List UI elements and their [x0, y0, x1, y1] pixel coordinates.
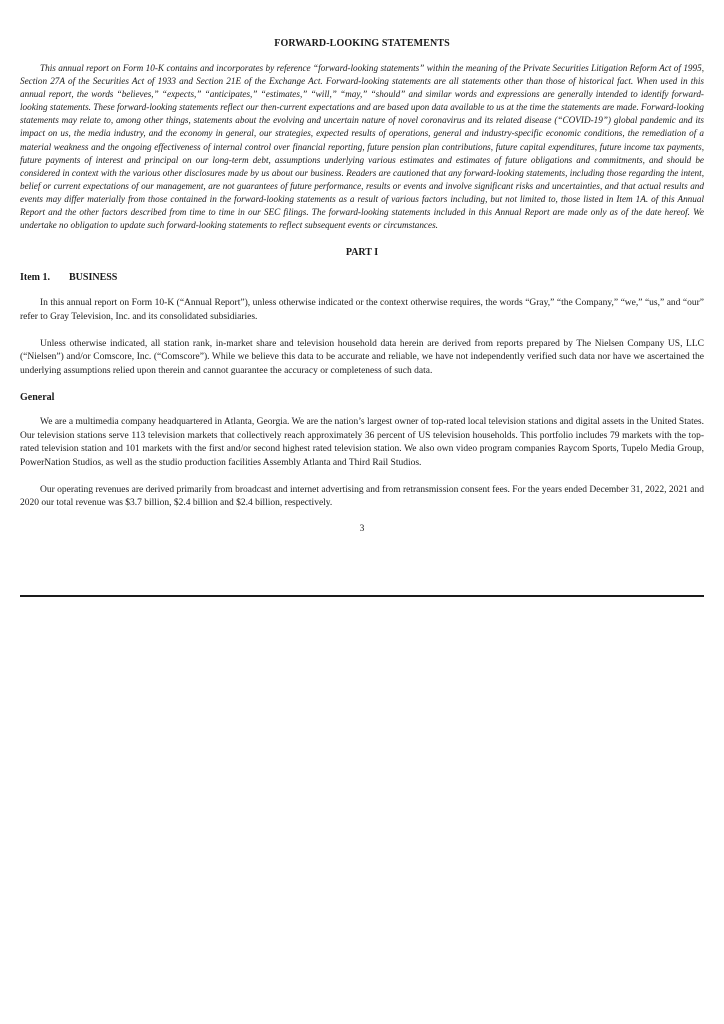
document-page [20, 38, 704, 534]
item-heading [20, 272, 704, 283]
part-heading: PART I [345, 247, 379, 259]
page-divider [20, 595, 704, 597]
page-number: 3 [359, 524, 365, 535]
forward-looking-heading: FORWARD-LOOKING STATEMENTS [274, 38, 450, 49]
item1-paragraph-2: Unless otherwise indicated, all station rank, in-market share and television household data herein are derived from reports prepared by The Nielsen Company US, LLC (“Nielsen”) and/or Comscore, Inc. (“Comscore”). While we believe this data to be accurate and reliable, we have not independently verified such data nor have we ascertained the underlying assumptions relied upon therein and cannot guarantee the accuracy or completeness of such data. [20, 338, 704, 376]
item-title: BUSINESS [69, 272, 118, 284]
forward-looking-paragraph: This annual report on Form 10-K contains and incorporates by reference “forward-looking statements” within the meaning of the Private Securities Litigation Reform Act of 1995, Section 27A of the Securities Act of 1933 and Section 21E of the Exchange Act. Forward-looking statements are all statements other than those of historical fact. When used in this annual report, the words “believes,” “expects,” “anticipates,” “estimates,” “will,” “may,” “should” and similar words and expressions are generally intended to identify forward-looking statements. These forward-looking statements reflect our then-current expectations and are based upon data available to us at the time the statements are made. Forward-looking statements may relate to, among other things, statements about the evolving and uncertain nature of novel coronavirus and its related disease (“COVID-19”) global pandemic and its impact on us, the media industry, and the economy in general, our strategies, expected results of operations, general and industry-specific economic conditions, the remediation of a material weakness and the ongoing effectiveness of internal control over financial reporting, future pension plan contributions, future capital expenditures, future income tax payments, future payments of interest and principal on our long-term debt, assumptions underlying various estimates and estimates of future obligations and commitments, and should be considered in context with the various other disclosures made by us about our business. Readers are cautioned that any forward-looking statements, including those regarding the intent, belief or current expectations of our management, are not guarantees of future performance, results or events and involve significant risks and uncertainties, and that actual results and events may differ materially from those contained in the forward-looking statements as a result of various factors including, but not limited to, those listed in Item 1A. of this Annual Report and the other factors described from time to time in our SEC filings. The forward-looking statements included in this Annual Report are made only as of the date hereof. We undertake no obligation to update such forward-looking statements to reflect subsequent events or circumstances. [20, 63, 704, 231]
general-paragraph-2: Our operating revenues are derived primarily from broadcast and internet advertising and from retransmission consent fees. For the years ended December 31, 2022, 2021 and 2020 our total revenue was $3.7 billion, $2.4 billion and $2.4 billion, respectively. [20, 484, 704, 509]
item-number: Item 1. [20, 272, 50, 284]
item1-paragraph-1: In this annual report on Form 10-K (“Annual Report”), unless otherwise indicated or the context otherwise requires, the words “Gray,” “the Company,” “we,” “us,” and “our” refer to Gray Television, Inc. and its consolidated subsidiaries. [20, 298, 704, 322]
general-heading: General [20, 391, 55, 403]
general-paragraph-1: We are a multimedia company headquartered in Atlanta, Georgia. We are the nation’s largest owner of top-rated local television stations and digital assets in the United States. Our television stations serve 113 television markets that collectively reach approximately 36 percent of US television households. This portfolio includes 79 markets with the top-rated television station and 101 markets with the first and/or second highest rated television station. We also own video program companies Raycom Sports, Tupelo Media Group, PowerNation Studios, as well as the studio production facilities Assembly Atlanta and Third Rail Studios. [20, 417, 704, 468]
